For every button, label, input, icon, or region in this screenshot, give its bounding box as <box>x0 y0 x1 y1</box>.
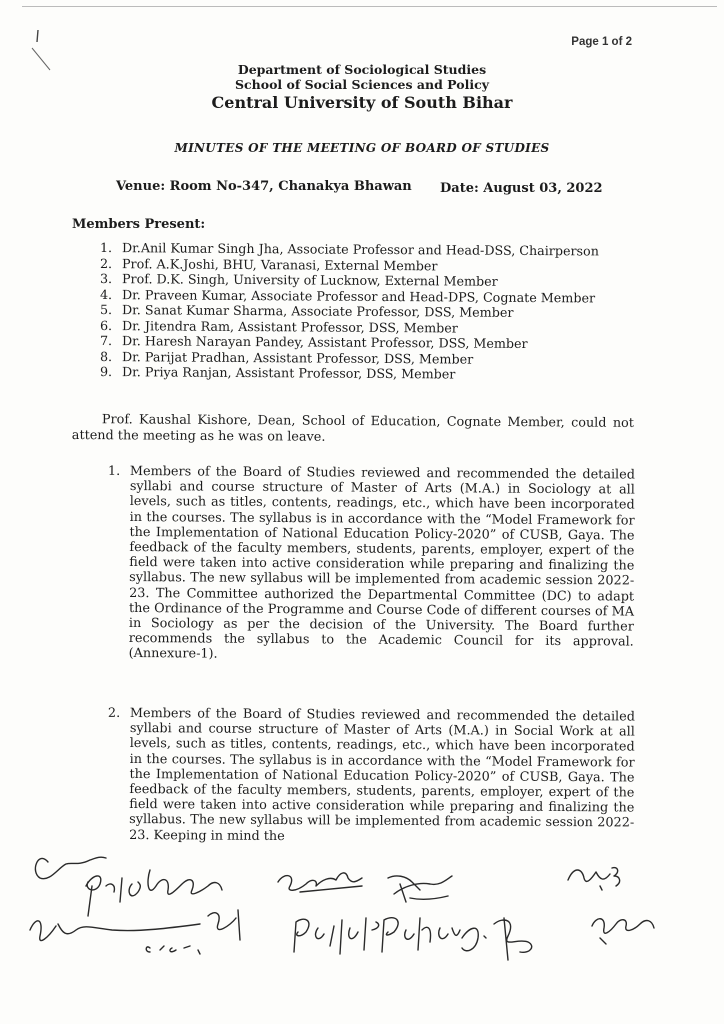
resolution-number: 2. <box>107 705 121 721</box>
department-name: Department of Sociological Studies <box>237 62 487 77</box>
signature-5 <box>462 918 532 960</box>
member-item: 4. Dr. Praveen Kumar, Associate Professor and Head-DPS, Cognate Member <box>99 286 596 305</box>
signature-2-date <box>146 946 200 954</box>
resolution-text: Members of the Board of Studies reviewed and recommended the detailed syllabi and course structure of Master of Arts (M.A.) in Sociology at all levels, such as titles, contents, readings, etc., which have been incorporated in the courses. The syllabus is in accordance with the “Model Framework for the Implementation of National Education Policy-2020” of CUSB, Gaya. The feedback of the faculty members, students, parents, employer, expert of the field were taken into active consideration while preparing and finalizing the syllabus. The new syllabus will be implemented from academic session 2022-23. The Committee authorized the Departmental Committee (DC) to adapt the Ordinance of the Programme and Course Code of different courses of MA in Sociology as per the decision of the University. The Board further recommends the syllabus to the Academic Council for its approval. (Annexure-1). <box>128 464 635 663</box>
signature-1 <box>35 857 106 879</box>
members-list <box>100 240 660 380</box>
handwritten-signatures <box>0 820 724 1024</box>
member-item: 3. Prof. D.K. Singh, University of Lucknow, External Member <box>99 271 498 289</box>
member-item: 5. Dr. Sanat Kumar Sharma, Associate Professor, DSS, Member <box>99 302 514 320</box>
signatures-area <box>0 820 724 1024</box>
resolution-item <box>107 463 635 665</box>
signature-2 <box>30 910 240 941</box>
signature-3 <box>278 873 362 892</box>
member-item: 6. Dr. Jitendra Ram, Assistant Professor, DSS, Member <box>99 317 458 335</box>
member-item: 2. Prof. A.K.Joshi, BHU, Varanasi, External Member <box>99 255 438 273</box>
member-item: 1. Dr.Anil Kumar Singh Jha, Associate Professor and Head-DSS, Chairperson <box>99 240 599 259</box>
school-name: School of Social Sciences and Policy <box>235 77 489 92</box>
member-item: 9. Dr. Priya Ranjan, Assistant Professor, DSS, Member <box>99 364 456 382</box>
meeting-date: Date: August 03, 2022 <box>440 181 603 196</box>
absence-note: Prof. Kaushal Kishore, Dean, School of Education, Cognate Member, could not attend the meeting as he was on leave. <box>71 412 634 445</box>
member-item: 7. Dr. Haresh Narayan Pandey, Assistant Professor, DSS, Member <box>99 333 528 351</box>
signature-parijat-pradhan <box>294 918 460 954</box>
resolution-text: Members of the Board of Studies reviewed and recommended the detailed syllabi and course structure of Master of Arts (M.A.) in Social Work at all levels, such as titles, contents, readings, etc., which have been incorporated in the courses. The syllabus is in accordance with the “Model Framework for the Implementation of National Education Policy-2020” of CUSB, Gaya. The feedback of the faculty members, students, parents, employer, expert of the field were taken into active consideration while preparing and finalizing the syllabus. The new syllabus will be implemented from academic session 2022-23. Keeping in mind the <box>129 706 635 844</box>
resolution-number: 1. <box>107 463 121 479</box>
member-item: 8. Dr. Parijat Pradhan, Assistant Professor, DSS, Member <box>99 348 474 367</box>
page-number: Page 1 of 2 <box>571 36 632 48</box>
document-title: MINUTES OF THE MEETING OF BOARD OF STUDIES <box>174 141 550 155</box>
signature-priya-ranjan <box>86 870 222 916</box>
members-heading: Members Present: <box>72 217 206 232</box>
university-name: Central University of South Bihar <box>211 93 513 112</box>
signature-4 <box>388 876 452 902</box>
signature-6 <box>568 868 620 890</box>
scan-edge-line <box>22 6 717 7</box>
signature-7 <box>592 919 654 944</box>
meeting-venue: Venue: Room No-347, Chanakya Bhawan <box>116 179 412 194</box>
letterhead <box>0 62 724 114</box>
